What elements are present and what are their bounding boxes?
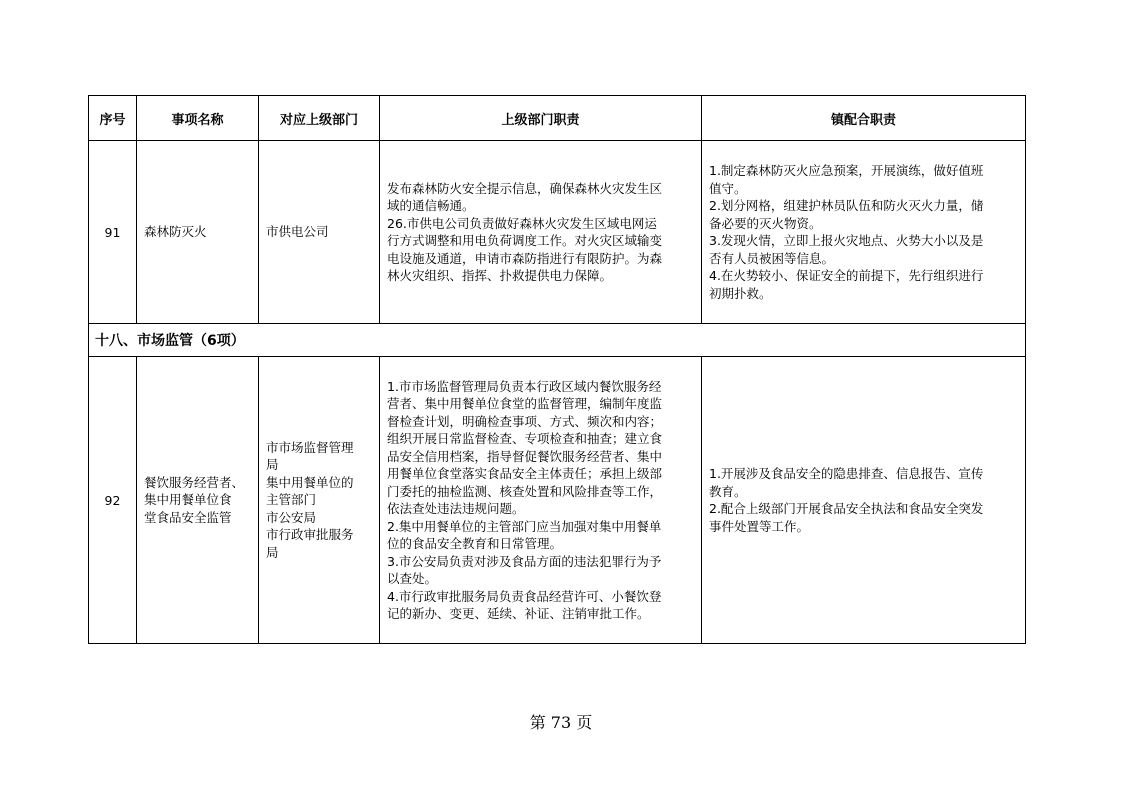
section-title: 十八、市场监管（6项） xyxy=(89,324,1026,357)
page-number: 第 73 页 xyxy=(529,713,593,732)
cell-line: 局 xyxy=(266,544,279,560)
cell-line: 发布森林防火安全提示信息，确保森林火灾发生区 xyxy=(387,180,663,196)
row-item xyxy=(137,141,259,324)
row-dept xyxy=(259,141,380,324)
cell-line: 市行政审批服务 xyxy=(266,527,354,543)
header-town-duty: 镇配合职责 xyxy=(702,96,1026,141)
cell-line: 电设施及通道，申请市森防指进行有限防护。为森 xyxy=(387,250,663,266)
row-no: 91 xyxy=(89,141,137,324)
cell-line: 市市场监督管理 xyxy=(266,439,354,455)
cell-line: 市供电公司 xyxy=(266,224,329,240)
cell-line: 组织开展日常监督检查、专项检查和抽查；建立食 xyxy=(387,431,663,446)
cell-line: 1.制定森林防灭火应急预案，开展演练，做好值班 xyxy=(709,163,984,178)
cell-line: 域的通信畅通。 xyxy=(387,198,475,213)
cell-line: 2.集中用餐单位的主管部门应当加强对集中用餐单 xyxy=(387,518,662,534)
cell-line: 备必要的灭火物资。 xyxy=(709,215,822,231)
cell-line: 以查处。 xyxy=(387,571,438,586)
cell-line: 堂食品安全监管 xyxy=(144,509,232,525)
cell-line: 位的食品安全教育和日常管理。 xyxy=(387,536,563,551)
header-item: 事项名称 xyxy=(137,96,259,141)
cell-line: 1.市市场监督管理局负责本行政区域内餐饮服务经 xyxy=(387,378,662,394)
cell-line: 4.在火势较小、保证安全的前提下，先行组织进行 xyxy=(709,268,984,283)
cell-line: 行方式调整和用电负荷调度工作。对火灾区域输变 xyxy=(387,233,663,248)
row-town-duty xyxy=(702,141,1026,324)
table-row xyxy=(89,357,1026,644)
cell-line: 森林防灭火 xyxy=(144,224,207,240)
header-upper-duty: 上级部门职责 xyxy=(380,96,702,141)
responsibility-table xyxy=(88,95,1026,644)
cell-line: 1.开展涉及食品安全的隐患排查、信息报告、宣传 xyxy=(709,466,984,481)
cell-line: 品安全信用档案，指导督促餐饮服务经营者、集中 xyxy=(387,448,663,464)
cell-line: 26.市供电公司负责做好森林火灾发生区域电网运 xyxy=(387,215,657,231)
header-dept: 对应上级部门 xyxy=(259,96,380,141)
header-no: 序号 xyxy=(89,96,137,141)
cell-line: 事件处置等工作。 xyxy=(709,518,810,534)
cell-line: 集中用餐单位食 xyxy=(144,492,232,508)
cell-line: 营者、集中用餐单位食堂的监督管理，编制年度监 xyxy=(387,396,663,411)
row-upper-duty xyxy=(380,141,702,324)
row-dept xyxy=(259,357,380,644)
row-item xyxy=(137,357,259,644)
cell-line: 集中用餐单位的 xyxy=(266,474,354,490)
cell-line: 2.划分网格，组建护林员队伍和防火灭火力量，储 xyxy=(709,198,984,213)
row-upper-duty xyxy=(380,357,702,644)
cell-line: 林火灾组织、指挥、扑救提供电力保障。 xyxy=(387,268,613,283)
cell-line: 主管部门 xyxy=(266,492,317,508)
cell-line: 值守。 xyxy=(709,180,747,196)
cell-line: 教育。 xyxy=(709,483,747,499)
row-town-duty xyxy=(702,357,1026,644)
cell-line: 初期扑救。 xyxy=(709,285,772,301)
cell-line: 门委托的抽检监测、核查处置和风险排查等工作， xyxy=(387,483,663,499)
cell-line: 局 xyxy=(266,457,279,473)
cell-line: 2.配合上级部门开展食品安全执法和食品安全突发 xyxy=(709,501,984,516)
cell-line: 否有人员被困等信息。 xyxy=(709,250,835,266)
cell-line: 依法查处违法违规问题。 xyxy=(387,501,525,516)
row-no: 92 xyxy=(89,357,137,644)
cell-line: 记的新办、变更、延续、补证、注销审批工作。 xyxy=(387,606,650,621)
cell-line: 市公安局 xyxy=(266,509,317,525)
cell-line: 督检查计划，明确检查事项、方式、频次和内容； xyxy=(387,413,663,429)
cell-line: 餐饮服务经营者、 xyxy=(144,474,245,490)
table-row xyxy=(89,141,1026,324)
cell-line: 3.市公安局负责对涉及食品方面的违法犯罪行为予 xyxy=(387,553,662,569)
section-row xyxy=(89,324,1026,357)
table-header-row xyxy=(89,96,1026,141)
cell-line: 4.市行政审批服务局负责食品经营许可、小餐饮登 xyxy=(387,588,662,604)
cell-line: 用餐单位食堂落实食品安全主体责任；承担上级部 xyxy=(387,466,663,481)
cell-line: 3.发现火情，立即上报火灾地点、火势大小以及是 xyxy=(709,233,984,248)
